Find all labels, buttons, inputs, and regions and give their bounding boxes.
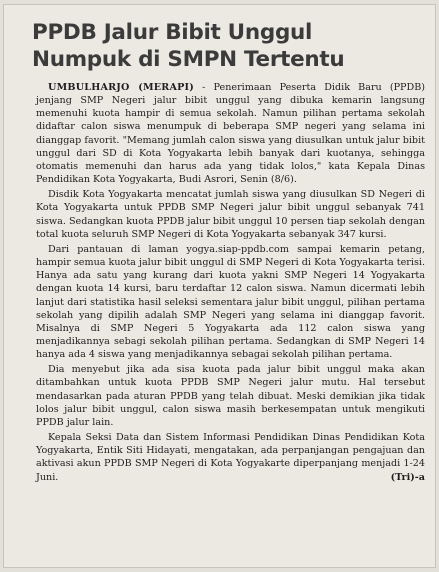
dateline: UMBULHARJO (MERAPI) — [48, 82, 194, 93]
lead-text: - Penerimaan Peserta Didik Baru (PPDB) jenjang SMP Negeri jalur bibit unggul yang dibuka kemarin langsung memenuhi kuota hampir di semua sekolah. Namun pilihan pertama sekolah didaftar calon siswa menumpuk di beberapa SMP negeri yang selama ini dianggap favorit. "Memang jumlah calon siswa yang diusulkan untuk jalur bibit unggul dari SD di Kota Yogyakarta lebih banyak dari kuotanya, sehingga otomatis memenuhi dan harus ada yang tidak lolos," kata Kepala Dinas Pendidikan Kota Yogyakarta, Budi Asrori, Senin (8/6). — [36, 82, 425, 186]
paragraph-3: Dari pantauan di laman yogya.siap-ppdb.com sampai kemarin petang, hampir semua kuota jalur bibit unggul di SMP Negeri di Kota Yogyakarta terisi. Hanya ada satu yang kurang dari kuota yakni SMP Negeri 14 Yogyakarta dengan kuota 14 kursi, baru terdaftar 12 calon siswa. Namun dicermati lebih lanjut dari statistika hasil seleksi sementara jalur bibit unggul, pilihan pertama sekolah yang dipilih adalah SMP Negeri yang selama ini dianggap favorit. Misalnya di SMP Negeri 5 Yogyakarta ada 112 calon siswa yang menjadikannya sebagi sekolah pilihan pertama. Sedangkan di SMP Negeri 14 hanya ada 4 siswa yang menjadikannya sebagai sekolah pilihan pertama. — [36, 243, 425, 361]
headline-line-1: PPDB Jalur Bibit Unggul — [32, 20, 313, 45]
lead-paragraph — [36, 81, 425, 186]
author-signature: (Tri)-a — [390, 471, 425, 483]
newspaper-clipping — [3, 4, 436, 568]
paragraph-4: Dia menyebut jika ada sisa kuota pada jalur bibit unggul maka akan ditambahkan untuk kuota PPDB SMP Negeri jalur mutu. Hal tersebut mendasarkan pada aturan PPDB yang telah dibuat. Meski demikian jika tidak lolos jalur bibit unggul, calon siswa masih berkesempatan untuk mengikuti PPDB jalur lain. — [36, 364, 425, 428]
paragraph-2: Disdik Kota Yogyakarta mencatat jumlah siswa yang diusulkan SD Negeri di Kota Yogyakarta untuk PPDB SMP Negeri jalur bibit unggul sebanyak 741 siswa. Sedangkan kuota PPDB jalur bibit unggul 10 persen tiap sekolah dengan total kuota seluruh SMP Negeri di Kota Yogyakarta sebanyak 347 kursi. — [36, 189, 425, 240]
headline — [32, 19, 435, 73]
paragraph-5-text: Kepala Seksi Data dan Sistem Informasi Pendidikan Dinas Pendidikan Kota Yogyakarta, Entik Siti Hidayati, mengatakan, ada perpanjangan pengajuan dan aktivasi akun PPDB SMP Negeri di Kota Yogyakarte diperpanjang menjadi 1-24 Juni. — [36, 432, 425, 483]
headline-line-2: Numpuk di SMPN Tertentu — [32, 47, 345, 72]
article-body — [36, 81, 425, 484]
paragraph-5 — [36, 431, 425, 484]
